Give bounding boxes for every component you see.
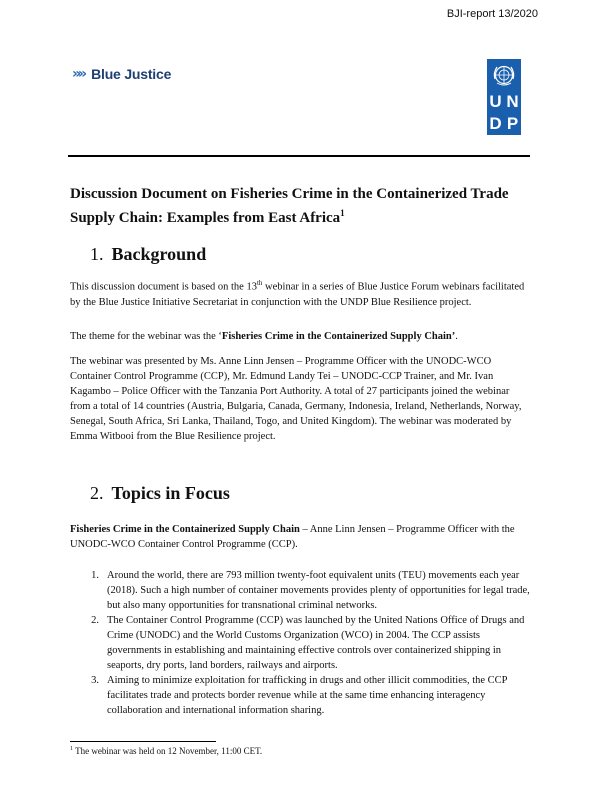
list-item-text: Around the world, there are 793 million twenty-foot equivalent units (TEU) movements each year (2018). Such a high number of container movements provides plenty of opportunities for legal trade, but also many opportunities for transnational criminal networks. [107,570,530,611]
title-footnote-ref[interactable]: 1 [340,208,345,218]
paragraph-text: webinar in a series of Blue Justice Forum webinars facilitated by the Blue Justice Initiative Secretariat in conjunction with the UNDP Blue Resilience project. [70,281,525,308]
undp-letter: N [506,92,519,111]
list-item [70,673,532,718]
section-number: 1. [90,244,104,264]
webinar-theme: Fisheries Crime in the Containerized Supply Chain’ [221,331,456,342]
paragraph-text: – Anne Linn Jensen – Programme Officer with the UNODC-WCO Container Control Programme (CCP). [70,524,515,550]
document-title-text: Discussion Document on Fisheries Crime in the Containerized Trade Supply Chain: Examples from East Africa [70,186,509,226]
un-emblem-icon [487,59,521,91]
section-heading-background [90,244,206,265]
undp-letter: P [506,114,519,133]
footnote-text: The webinar was held on 12 November, 11:00 CET. [73,746,263,756]
undp-letters [487,91,521,135]
topic-list [70,568,532,718]
topic-lead-paragraph [70,522,532,552]
section-heading-topics [90,483,230,504]
section-title: Topics in Focus [111,483,230,503]
list-item-text: Aiming to minimize exploitation for trafficking in drugs and other illicit commodities, the CCP facilitates trade and protects border revenue while at the same time enhancing interagency collaboration and international information sharing. [107,675,508,716]
blue-justice-logo-text: Blue Justice [91,66,172,82]
footnote-divider [70,741,216,742]
paragraph-text: The theme for the webinar was the ‘ [70,331,222,342]
undp-letter: D [489,114,502,133]
footnote [70,746,262,756]
list-number: 2. [91,615,99,626]
section-number: 2. [90,483,104,503]
header-divider [68,155,530,157]
paragraph-text: This discussion document is based on the 13 [70,281,257,293]
list-item-text: The Container Control Programme (CCP) was launched by the United Nations Office of Drugs and Crime (UNODC) and the World Customs Organization (WCO) in 2004. The CCP assists governments in establishing and maintaining effective controls over containerized shipping in seaports, dry ports, land borders, railways and airports. [107,615,525,671]
report-id: BJI-report 13/2020 [446,8,538,20]
document-title [70,185,530,228]
list-number: 3. [91,675,99,686]
paragraph-text: . [455,331,458,342]
background-paragraph-2 [70,329,532,344]
chevrons-icon: »» [72,66,85,82]
footnote-mark: 1 [70,746,73,752]
list-item [70,613,532,673]
section-title: Background [111,244,207,264]
undp-logo [487,59,521,135]
blue-justice-logo [72,66,171,82]
background-paragraph-3: The webinar was presented by Ms. Anne Linn Jensen – Programme Officer with the UNODC-WCO Container Control Programme (CCP), Mr. Edmund Landy Tei – UNODC-CCP Trainer, and Mr. Ivan Kagambo – Police Officer with the Tanzania Port Authority. A total of 27 participants joined the webinar from a total of 14 countries (Austria, Bulgaria, Canada, Germany, Indonesia, Ireland, Netherlands, Norway, Senegal, South Africa, Sri Lanka, Thailand, Togo, and United Kingdom). The webinar was moderated by Emma Witbooi from the Blue Resilience project. [70,356,522,442]
ordinal-suffix: th [256,279,263,287]
list-item [70,568,532,613]
topic-title: Fisheries Crime in the Containerized Supply Chain [70,524,300,535]
undp-letter: U [489,92,502,111]
background-paragraph-1 [70,276,532,310]
list-number: 1. [91,570,99,581]
